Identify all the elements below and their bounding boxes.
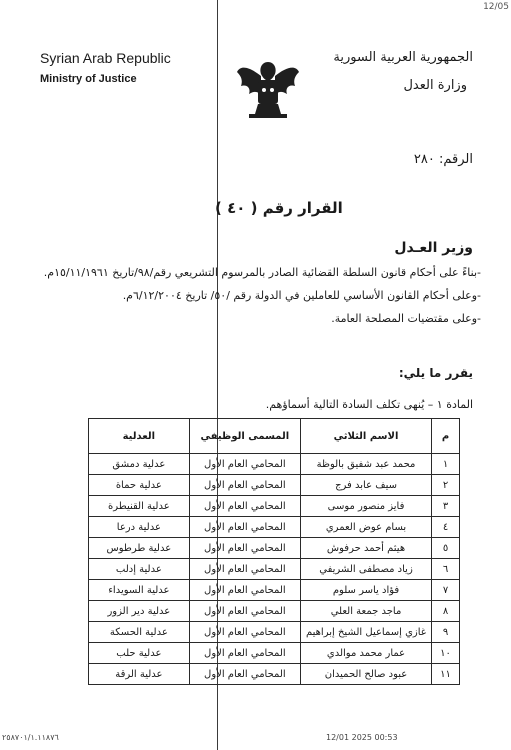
cell-title: المحامي العام الأول — [189, 643, 300, 664]
cell-title: المحامي العام الأول — [189, 664, 300, 685]
edge-mark: 12/05 — [483, 2, 509, 12]
cell-name: ماجد جمعة العلي — [301, 601, 432, 622]
cell-title: المحامي العام الأول — [189, 580, 300, 601]
ministry-name-ar: وزارة العدل — [403, 78, 467, 93]
cell-num: ٥ — [432, 538, 460, 559]
col-header-court: العدلية — [89, 419, 190, 454]
legal-basis-3: -وعلى مقتضيات المصلحة العامة. — [331, 312, 481, 325]
legal-basis-2: -وعلى أحكام القانون الأساسي للعاملين في الدولة رقم /٥٠/ تاريخ ٦/١٢/٢٠٠٤م. — [122, 289, 481, 302]
table-row — [89, 454, 460, 475]
cell-name: غازي إسماعيل الشيخ إبراهيم — [301, 622, 432, 643]
cell-court: عدلية القنيطرة — [89, 496, 190, 517]
table-row — [89, 601, 460, 622]
cell-num: ١١ — [432, 664, 460, 685]
cell-num: ٩ — [432, 622, 460, 643]
cell-court: عدلية الرقة — [89, 664, 190, 685]
cell-name: فؤاد ياسر سلوم — [301, 580, 432, 601]
country-name-ar: الجمهورية العربية السورية — [333, 50, 473, 65]
issuer-title: وزير العـدل — [394, 240, 473, 256]
col-header-num: م — [432, 419, 460, 454]
cell-name: هيثم أحمد حرفوش — [301, 538, 432, 559]
footer-stamp-right: 12/01 2025 00:53 — [326, 733, 398, 742]
cell-title: المحامي العام الأول — [189, 622, 300, 643]
col-header-title: المسمى الوظيفي — [189, 419, 300, 454]
resolves-heading: يقرر ما يلي: — [398, 366, 473, 380]
cell-name: زياد مصطفى الشريفي — [301, 559, 432, 580]
cell-title: المحامي العام الأول — [189, 559, 300, 580]
cell-court: عدلية دمشق — [89, 454, 190, 475]
cell-title: المحامي العام الأول — [189, 454, 300, 475]
cell-num: ٨ — [432, 601, 460, 622]
cell-court: عدلية طرطوس — [89, 538, 190, 559]
cell-num: ٤ — [432, 517, 460, 538]
cell-name: عبود صالح الحميدان — [301, 664, 432, 685]
ministry-name-en: Ministry of Justice — [40, 73, 137, 85]
cell-name: بسام عوض العمري — [301, 517, 432, 538]
legal-basis-1: -بناءً على أحكام قانون السلطة القضائية الصادر بالمرسوم التشريعي رقم/٩٨/تاريخ ١٥/١١/١٩٦١م. — [43, 266, 481, 279]
footer-stamp-left: ٢٥٨٧٠١/١.١١٨٧٦ — [2, 733, 59, 742]
decision-title: القرار رقم ( ٤٠ ) — [215, 199, 343, 217]
cell-court: عدلية السويداء — [89, 580, 190, 601]
cell-title: المحامي العام الأول — [189, 538, 300, 559]
cell-court: عدلية حلب — [89, 643, 190, 664]
cell-num: ٢ — [432, 475, 460, 496]
officials-table — [88, 418, 460, 685]
article-1: المادة ١ – يُنهى تكلف السادة التالية أسماؤهم. — [265, 398, 473, 411]
table-row — [89, 664, 460, 685]
cell-name: عمار محمد موالدي — [301, 643, 432, 664]
cell-court: عدلية الحسكة — [89, 622, 190, 643]
cell-num: ١ — [432, 454, 460, 475]
cell-num: ٦ — [432, 559, 460, 580]
country-name-en: Syrian Arab Republic — [40, 50, 171, 66]
cell-title: المحامي العام الأول — [189, 517, 300, 538]
reference-number: الرقم: ٢٨٠ — [413, 152, 473, 167]
table-row — [89, 643, 460, 664]
table-row — [89, 475, 460, 496]
cell-court: عدلية حماة — [89, 475, 190, 496]
table-row — [89, 559, 460, 580]
cell-title: المحامي العام الأول — [189, 601, 300, 622]
cell-num: ١٠ — [432, 643, 460, 664]
cell-court: عدلية إدلب — [89, 559, 190, 580]
table-row — [89, 517, 460, 538]
cell-name: سيف عابد فرج — [301, 475, 432, 496]
table-row — [89, 496, 460, 517]
cell-title: المحامي العام الأول — [189, 496, 300, 517]
cell-court: عدلية درعا — [89, 517, 190, 538]
eagle-emblem-icon — [235, 50, 301, 122]
cell-name: محمد عبد شفيق بالوظة — [301, 454, 432, 475]
table-row — [89, 622, 460, 643]
table-row — [89, 538, 460, 559]
cell-num: ٣ — [432, 496, 460, 517]
cell-name: فايز منصور موسى — [301, 496, 432, 517]
cell-num: ٧ — [432, 580, 460, 601]
table-header-row — [89, 419, 460, 454]
table-row — [89, 580, 460, 601]
cell-title: المحامي العام الأول — [189, 475, 300, 496]
col-header-name: الاسم الثلاثي — [301, 419, 432, 454]
cell-court: عدلية دير الزور — [89, 601, 190, 622]
